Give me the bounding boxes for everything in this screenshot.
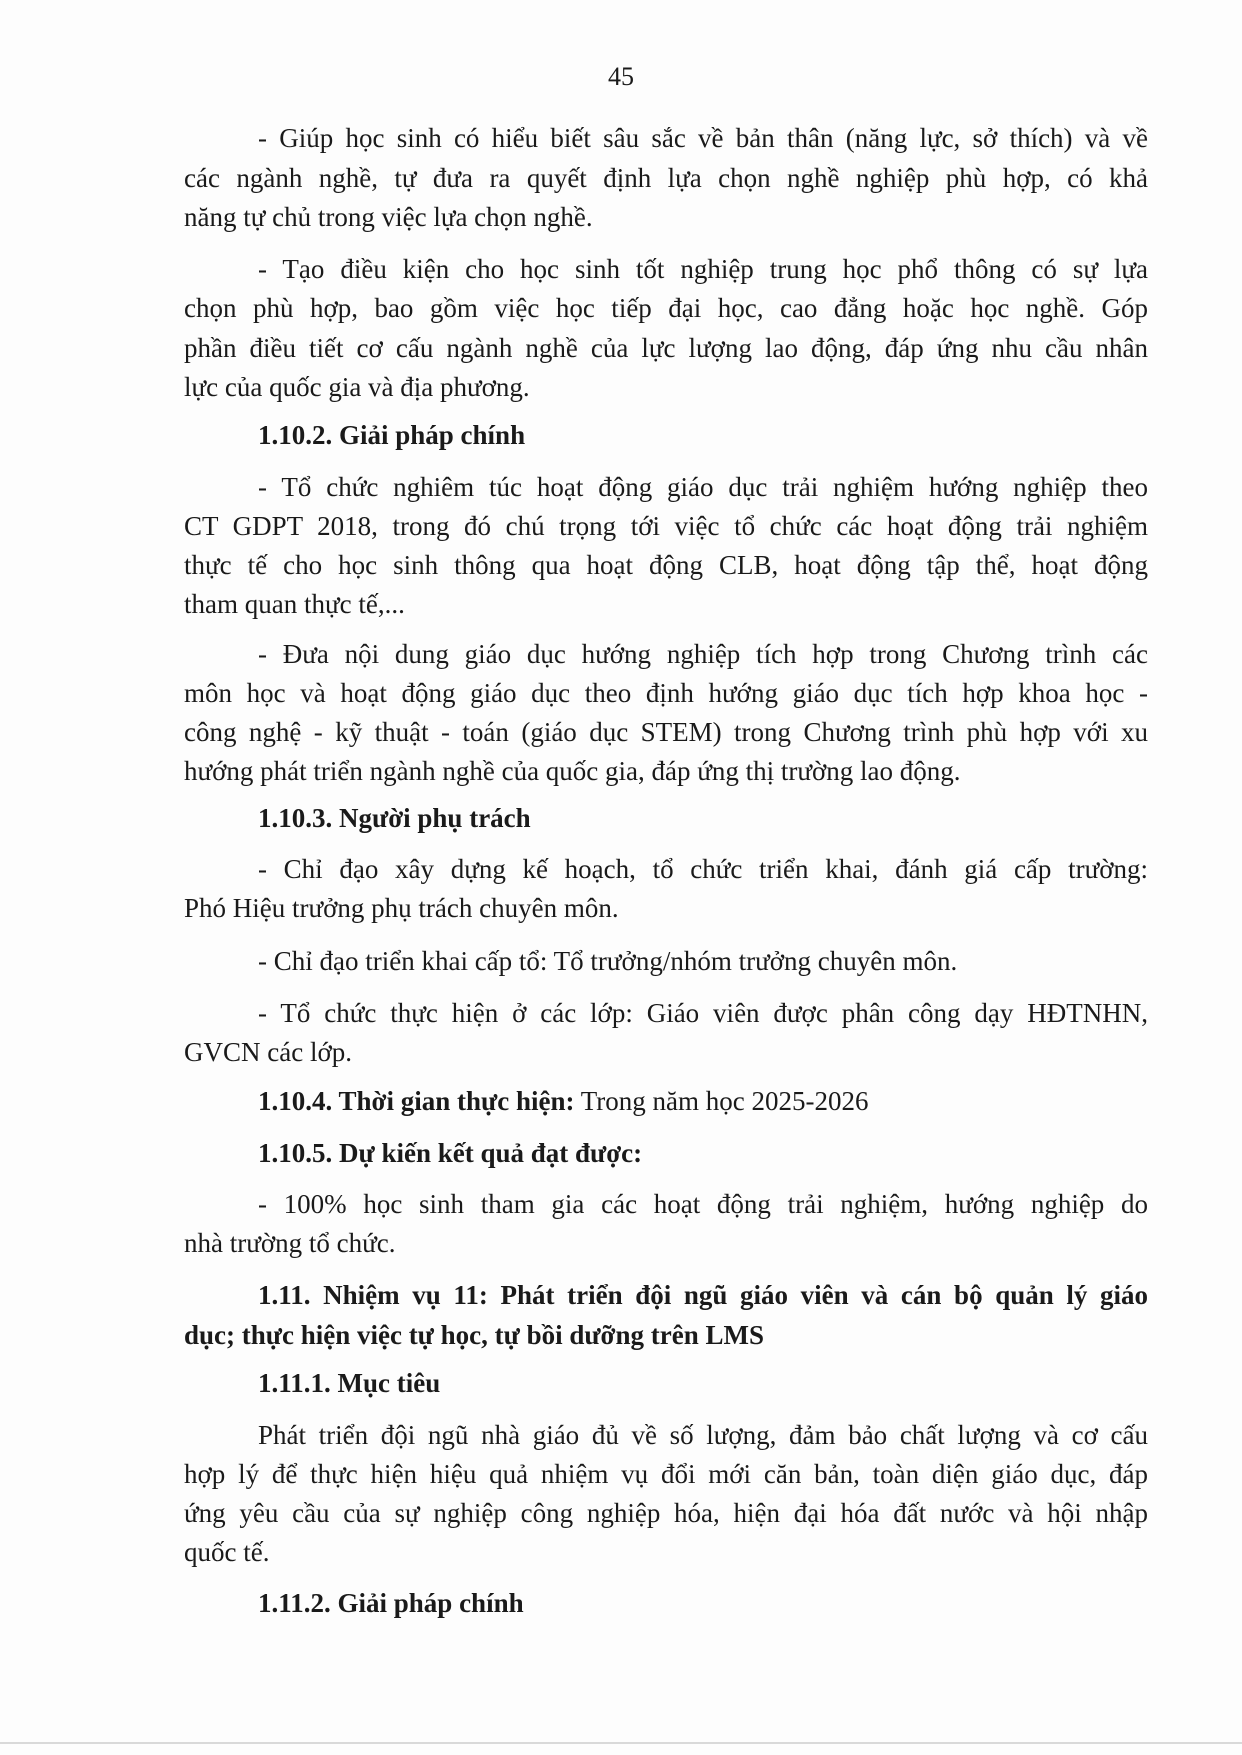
paragraph-line: phần điều tiết cơ cấu ngành nghề của lực lượng lao động, đáp ứng nhu cầu nhân bbox=[184, 333, 1148, 363]
page-bottom-edge bbox=[0, 1742, 1242, 1744]
paragraph-line: thực tế cho học sinh thông qua hoạt động CLB, hoạt động tập thể, hoạt động bbox=[184, 550, 1148, 580]
paragraph-line: môn học và hoạt động giáo dục theo định hướng giáo dục tích hợp khoa học - bbox=[184, 678, 1148, 708]
paragraph-line: - Giúp học sinh có hiểu biết sâu sắc về bản thân (năng lực, sở thích) và về bbox=[258, 123, 1148, 153]
paragraph-line: các ngành nghề, tự đưa ra quyết định lựa chọn nghề nghiệp phù hợp, có khả bbox=[184, 163, 1148, 193]
section-heading-value: Trong năm học 2025-2026 bbox=[574, 1086, 869, 1116]
paragraph-line: quốc tế. bbox=[184, 1537, 270, 1567]
paragraph-line: - Đưa nội dung giáo dục hướng nghiệp tích hợp trong Chương trình các bbox=[258, 639, 1148, 669]
paragraph-line: CT GDPT 2018, trong đó chú trọng tới việc tổ chức các hoạt động trải nghiệm bbox=[184, 511, 1148, 541]
section-heading-1-11: 1.11. Nhiệm vụ 11: Phát triển đội ngũ giáo viên và cán bộ quản lý giáo bbox=[258, 1280, 1148, 1310]
paragraph-line: Phó Hiệu trưởng phụ trách chuyên môn. bbox=[184, 893, 619, 923]
section-heading-label: 1.10.4. Thời gian thực hiện: bbox=[258, 1086, 575, 1116]
section-heading-1-11-2: 1.11.2. Giải pháp chính bbox=[258, 1588, 524, 1618]
paragraph-line: ứng yêu cầu của sự nghiệp công nghiệp hóa, hiện đại hóa đất nước và hội nhập bbox=[184, 1498, 1148, 1528]
section-heading-1-10-2: 1.10.2. Giải pháp chính bbox=[258, 420, 526, 450]
paragraph-line: GVCN các lớp. bbox=[184, 1037, 352, 1067]
section-heading-1-11-1: 1.11.1. Mục tiêu bbox=[258, 1368, 441, 1398]
paragraph-line: công nghệ - kỹ thuật - toán (giáo dục STEM) trong Chương trình phù hợp với xu bbox=[184, 717, 1148, 747]
paragraph-line: hợp lý để thực hiện hiệu quả nhiệm vụ đổi mới căn bản, toàn diện giáo dục, đáp bbox=[184, 1459, 1148, 1489]
paragraph-line: - Chỉ đạo xây dựng kế hoạch, tổ chức triển khai, đánh giá cấp trường: bbox=[258, 854, 1148, 884]
paragraph-line: - Tổ chức thực hiện ở các lớp: Giáo viên được phân công dạy HĐTNHN, bbox=[258, 998, 1148, 1028]
paragraph-line: nhà trường tổ chức. bbox=[184, 1228, 396, 1258]
page-number: 45 bbox=[608, 62, 634, 91]
section-heading-1-11-cont: dục; thực hiện việc tự học, tự bồi dưỡng trên LMS bbox=[184, 1320, 765, 1350]
paragraph-line: Phát triển đội ngũ nhà giáo đủ về số lượng, đảm bảo chất lượng và cơ cấu bbox=[258, 1420, 1148, 1450]
section-heading-1-10-4 bbox=[258, 1084, 868, 1118]
paragraph-line: hướng phát triển ngành nghề của quốc gia, đáp ứng thị trường lao động. bbox=[184, 756, 961, 786]
paragraph-line: - Tạo điều kiện cho học sinh tốt nghiệp trung học phổ thông có sự lựa bbox=[258, 254, 1148, 284]
paragraph-line: - Tổ chức nghiêm túc hoạt động giáo dục trải nghiệm hướng nghiệp theo bbox=[258, 472, 1148, 502]
paragraph-line: năng tự chủ trong việc lựa chọn nghề. bbox=[184, 202, 593, 232]
paragraph-line: chọn phù hợp, bao gồm việc học tiếp đại học, cao đẳng hoặc học nghề. Góp bbox=[184, 293, 1148, 323]
paragraph-line: - Chỉ đạo triển khai cấp tổ: Tổ trưởng/nhóm trưởng chuyên môn. bbox=[258, 946, 958, 976]
section-heading-1-10-3: 1.10.3. Người phụ trách bbox=[258, 803, 531, 833]
section-heading-1-10-5: 1.10.5. Dự kiến kết quả đạt được: bbox=[258, 1138, 643, 1168]
paragraph-line: lực của quốc gia và địa phương. bbox=[184, 372, 530, 402]
paragraph-line: - 100% học sinh tham gia các hoạt động trải nghiệm, hướng nghiệp do bbox=[258, 1189, 1148, 1219]
paragraph-line: tham quan thực tế,... bbox=[184, 589, 405, 619]
